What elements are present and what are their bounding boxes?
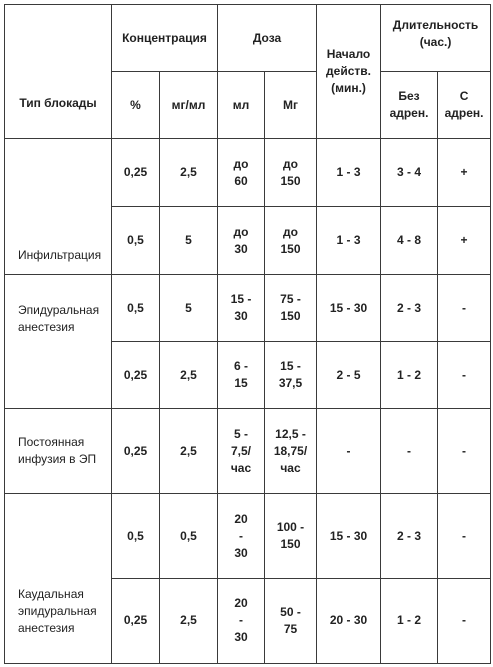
- cell-line: до: [283, 224, 298, 239]
- cell-mg: [265, 207, 317, 275]
- cell-mg: [265, 275, 317, 342]
- header-onset-line: действ.: [326, 64, 371, 79]
- cell-line: 100 -: [276, 520, 305, 535]
- header-ml: мл: [218, 72, 265, 139]
- cell-mg: [265, 409, 317, 494]
- cell-mg: [265, 139, 317, 207]
- cell-with-adren: +: [438, 207, 491, 275]
- table-row: [5, 494, 491, 578]
- header-duration: [381, 5, 491, 72]
- cell-line: 18,75/: [273, 443, 308, 458]
- cell-mg: [265, 578, 317, 663]
- cell-line: до: [233, 156, 249, 171]
- cell-line: 12,5 -: [275, 426, 306, 441]
- header-mg-ml: мг/мл: [160, 72, 218, 139]
- header-with-adren-line: С: [459, 89, 469, 104]
- cell-line: 15 -: [280, 359, 301, 374]
- cell-mg-ml: 5: [160, 207, 218, 275]
- cell-with-adren: -: [438, 342, 491, 409]
- cell-with-adren: -: [438, 578, 491, 663]
- cell-ml: [218, 494, 265, 578]
- cell-line: 6 -: [233, 359, 248, 374]
- group-name-line: эпидуральная: [18, 604, 97, 618]
- cell-with-adren: +: [438, 139, 491, 207]
- group-name-epidural: [5, 275, 112, 409]
- group-name-line: Постоянная: [18, 435, 85, 450]
- cell-mg-ml: 2,5: [160, 139, 218, 207]
- cell-ml: [218, 578, 265, 663]
- cell-mg-ml: 5: [160, 275, 218, 342]
- cell-with-adren: -: [438, 409, 491, 494]
- cell-line: до: [283, 156, 298, 171]
- cell-mg: [265, 494, 317, 578]
- cell-percent: 0,25: [112, 409, 160, 494]
- cell-percent: 0,25: [112, 139, 160, 207]
- cell-onset: 1 - 3: [317, 139, 381, 207]
- header-duration-line: (час.): [419, 35, 452, 49]
- cell-line: 150: [280, 309, 301, 324]
- cell-line: 5 -: [233, 426, 248, 441]
- header-with-adren-line: адрен.: [444, 106, 484, 121]
- cell-line: до: [233, 224, 249, 239]
- cell-no-adren: -: [381, 409, 438, 494]
- table-row: [5, 409, 491, 494]
- anesthesia-block-table: [4, 4, 491, 664]
- cell-line: 50 -: [280, 604, 301, 619]
- header-onset-line: (мин.): [331, 81, 366, 96]
- cell-line: 7,5/: [230, 443, 251, 458]
- cell-mg-ml: 2,5: [160, 342, 218, 409]
- cell-no-adren: 1 - 2: [381, 578, 438, 663]
- header-dose: Доза: [218, 5, 317, 72]
- group-name-infusion: [5, 409, 112, 494]
- cell-line: 15: [234, 376, 248, 391]
- cell-percent: 0,25: [112, 578, 160, 663]
- cell-line: 75: [283, 621, 298, 636]
- cell-percent: 0,5: [112, 207, 160, 275]
- table-row: [5, 139, 491, 207]
- group-name-line: инфузия в ЭП: [18, 452, 97, 467]
- header-block-type: Тип блокады: [5, 5, 112, 139]
- cell-line: 20: [234, 511, 248, 526]
- cell-percent: 0,5: [112, 494, 160, 578]
- cell-line: 30: [234, 241, 248, 256]
- cell-no-adren: 2 - 3: [381, 275, 438, 342]
- header-duration-line: Длительность: [392, 18, 479, 32]
- cell-ml: [218, 275, 265, 342]
- cell-line: час: [280, 460, 301, 475]
- header-concentration: Концентрация: [112, 5, 218, 72]
- cell-mg-ml: 0,5: [160, 494, 218, 578]
- cell-no-adren: 1 - 2: [381, 342, 438, 409]
- cell-no-adren: 3 - 4: [381, 139, 438, 207]
- group-name-line: Эпидуральная: [18, 303, 100, 318]
- header-mg: Мг: [265, 72, 317, 139]
- cell-line: -: [239, 528, 243, 543]
- cell-line: час: [230, 460, 252, 475]
- cell-line: 75 -: [280, 292, 301, 307]
- cell-onset: 1 - 3: [317, 207, 381, 275]
- cell-line: 30: [234, 630, 248, 645]
- cell-line: 30: [234, 309, 248, 324]
- cell-ml: [218, 139, 265, 207]
- cell-percent: 0,25: [112, 342, 160, 409]
- cell-line: 20: [234, 596, 248, 611]
- cell-line: 37,5: [278, 376, 303, 391]
- cell-mg-ml: 2,5: [160, 409, 218, 494]
- cell-line: 15 -: [230, 292, 252, 307]
- cell-ml: [218, 207, 265, 275]
- cell-line: 150: [280, 173, 301, 188]
- header-onset-line: Начало: [326, 47, 371, 62]
- cell-onset: 15 - 30: [317, 275, 381, 342]
- group-name-infiltration: [5, 139, 112, 275]
- cell-onset: 20 - 30: [317, 578, 381, 663]
- table-row: [5, 275, 491, 342]
- cell-line: 30: [234, 545, 248, 560]
- header-no-adren: [381, 72, 438, 139]
- cell-onset: 15 - 30: [317, 494, 381, 578]
- cell-mg: [265, 342, 317, 409]
- group-name-line: Каудальная: [18, 587, 84, 601]
- cell-ml: [218, 409, 265, 494]
- cell-ml: [218, 342, 265, 409]
- cell-line: -: [239, 613, 243, 628]
- header-percent: %: [112, 72, 160, 139]
- header-onset: [317, 5, 381, 139]
- group-name-line: анестезия: [18, 621, 75, 635]
- group-name-line: Инфильтрация: [18, 248, 102, 263]
- cell-no-adren: 2 - 3: [381, 494, 438, 578]
- cell-line: 60: [234, 173, 248, 188]
- header-no-adren-line: Без: [398, 89, 420, 104]
- cell-no-adren: 4 - 8: [381, 207, 438, 275]
- cell-percent: 0,5: [112, 275, 160, 342]
- cell-with-adren: -: [438, 494, 491, 578]
- cell-line: 150: [280, 537, 301, 552]
- cell-mg-ml: 2,5: [160, 578, 218, 663]
- group-name-caudal: [5, 494, 112, 664]
- header-no-adren-line: адрен.: [389, 106, 429, 121]
- group-name-line: анестезия: [18, 320, 75, 335]
- cell-line: 150: [280, 241, 301, 256]
- header-with-adren: [438, 72, 491, 139]
- cell-onset: -: [317, 409, 381, 494]
- cell-with-adren: -: [438, 275, 491, 342]
- cell-onset: 2 - 5: [317, 342, 381, 409]
